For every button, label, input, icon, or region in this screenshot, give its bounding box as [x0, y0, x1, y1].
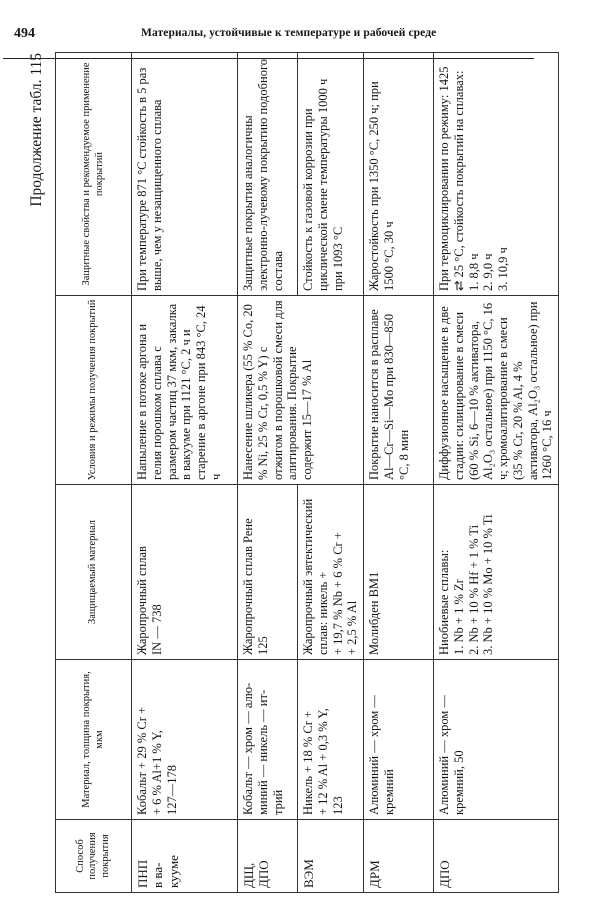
cell-substrate: Жаропрочный сплав IN — 738 — [132, 485, 238, 660]
col-method-header: Способ получения покрытия — [56, 820, 132, 893]
cell-substrate: Ниобиевые сплавы: 1. Nb + 1 % Zr 2. Nb + 10 % Hf + 1 % Ti 3. Nb + 10 % Mo + 10 % Ti — [434, 485, 559, 660]
col-properties-header: Защитные свойства и рекомендуемое применение покрытий — [56, 53, 132, 296]
table-row — [238, 53, 298, 893]
cell-substrate: Жаропрочный эвтектический сплав: никель + + 19,7 % Nb + 6 % Cr + + 2,5 % Al — [298, 485, 364, 660]
cell-method: ПНП в ва- кууме — [132, 820, 238, 893]
table-header-row — [56, 53, 132, 893]
cell-substrate: Молибден ВМ1 — [364, 485, 434, 660]
cell-method: ДПО — [434, 820, 559, 893]
cell-conditions: Диффузионное насыщение в две стадии: силицирование в смеси (60 % Si, 6—10 % активатора, Al₂O₃ остальное) при 1150 °С, 16 ч; хромоалитирование в смеси (35 % Cr, 20 % Al, 4 % активатора, Al₂O₃ остальное) при 1260 °С, 16 ч — [434, 296, 559, 485]
cell-properties: Стойкость к газовой коррозии при циклической смене температуры 1000 ч при 1093 °С — [298, 53, 364, 296]
cell-properties: Защитные покрытия аналогичны электронно-лучевому покрытию подобного состава — [238, 53, 298, 296]
cell-conditions: Нанесение шликера (55 % Co, 20 % Ni, 25 % Cr, 0,5 % Y) с отжигом в порошковой смеси для алитирования. Покрытие содержит 15—17 % Al — [238, 296, 364, 485]
cell-method: ДРМ — [364, 820, 434, 893]
cell-material: Никель + 18 % Cr + + 12 % Al + 0,3 % Y, 123 — [298, 660, 364, 820]
page-header — [14, 20, 544, 42]
table-caption: Продолжение табл. 115 — [28, 53, 45, 207]
cell-material: Алюминий — хром — кремний — [364, 660, 434, 820]
cell-method: ДЩ, ДПО — [238, 820, 298, 893]
coatings-table — [55, 52, 559, 893]
cell-method: ВЭМ — [298, 820, 364, 893]
rotated-table-block — [23, 53, 555, 893]
running-head: Материалы, устойчивые к температуре и рабочей среде — [141, 27, 437, 39]
cell-material: Алюминий — хром — кремний, 50 — [434, 660, 559, 820]
cell-conditions: Покрытие наносится в расплаве Al—Cr—Si—Mo при 830—850 °С, 8 мин — [364, 296, 434, 485]
table-row — [434, 53, 559, 893]
cell-properties: При температуре 871 °С стойкость в 5 раз выше, чем у незащищенного сплава — [132, 53, 238, 296]
cell-properties: Жаростойкость при 1350 °С, 250 ч; при 1500 °С, 30 ч — [364, 53, 434, 296]
col-conditions-header: Условия и режимы получения покрытий — [56, 296, 132, 485]
cell-material: Кобальт + 29 % Cr + + 6 % Al+1 % Y, 127—178 — [132, 660, 238, 820]
cell-substrate: Жаропрочный сплав Рене 125 — [238, 485, 298, 660]
cell-material: Кобальт — хром — алю- миний — никель — ит- трий — [238, 660, 298, 820]
col-substrate-header: Защищаемый материал — [56, 485, 132, 660]
table-row — [132, 53, 238, 893]
cell-properties: При термоциклировании по режиму: 1425 ⇄ 25 °С, стойкость покрытий на сплавах: 1. 8,8 ч 2. 9,0 ч 3. 10,9 ч — [434, 53, 559, 296]
table-row — [364, 53, 434, 893]
cell-conditions: Напыление в потоке аргона и гелия порошком сплава с размером частиц 37 мкм, закалка в вакууме при 1121 °С, 2 ч и старение в аргоне при 843 °С, 24 ч — [132, 296, 238, 485]
col-material-header: Материал, толщина покрытия, мкм — [56, 660, 132, 820]
page-number: 494 — [14, 26, 35, 41]
